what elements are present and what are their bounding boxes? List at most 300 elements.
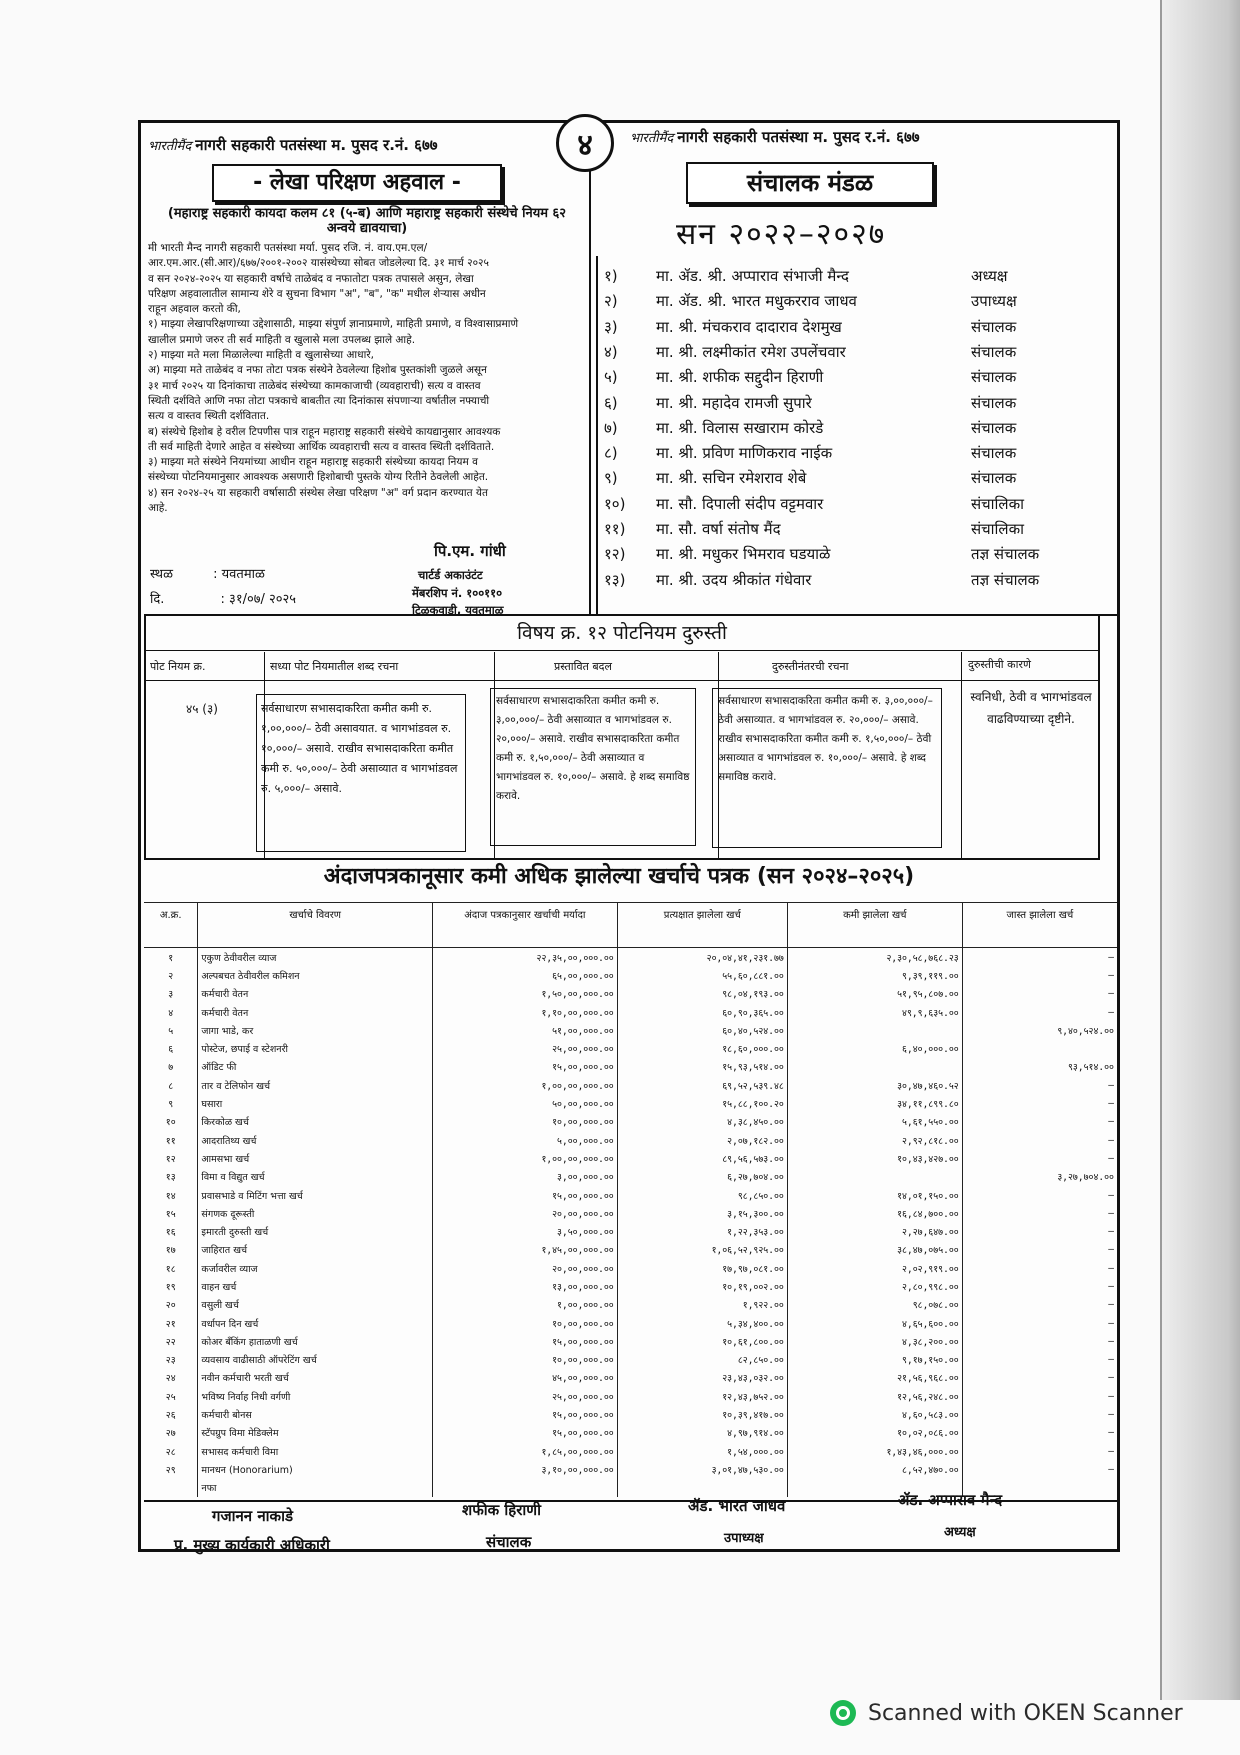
director-number: १) (604, 267, 618, 285)
expense-row (144, 985, 1117, 1003)
expense-sr: ७ (168, 1062, 174, 1074)
expense-less: ५१,९५,८०७.०० (787, 985, 962, 1003)
expense-actual: १५,९३,५१४.०० (617, 1058, 787, 1076)
expense-more: – (962, 1259, 1117, 1277)
place-label: स्थळ (150, 567, 173, 582)
director-row (604, 342, 1016, 367)
director-name: मा. श्री. उदय श्रीकांत गंधेवार (656, 570, 812, 589)
signature-vp-name: ॲड. भारत जाधव (688, 1497, 786, 1515)
director-role: संचालक (971, 368, 1017, 387)
expense-less: ४,६०,५८३.०० (787, 1405, 962, 1423)
expense-more: – (962, 1314, 1117, 1332)
director-number: ९) (604, 469, 618, 488)
audit-body-line: २) माझ्या मते मला मिळालेल्या माहिती व खुलासेच्या आधारे, (148, 349, 374, 362)
expense-row (144, 1296, 1117, 1314)
scanner-watermark-text: Scanned with OKEN Scanner (868, 1700, 1183, 1726)
expense-actual: ४,९७,९१४.०० (617, 1424, 787, 1442)
expense-sr: २४ (165, 1373, 176, 1385)
expense-row (144, 966, 1117, 984)
expense-less: ६,४०,०००.०० (787, 1039, 962, 1057)
expense-name: व्यवसाय वाढीसाठी ऑपरेटिंग खर्च (198, 1351, 433, 1369)
expense-budget: २५,००,०००.०० (432, 1039, 617, 1057)
expense-name: भविष्य निर्वाह निधी वर्गणी (198, 1387, 433, 1405)
expense-more: – (962, 948, 1117, 967)
expense-budget: ३,००,०००.०० (432, 1168, 617, 1186)
expense-actual: ६०,४०,५२४.०० (617, 1021, 787, 1039)
expense-actual: २,०७,१८२.०० (617, 1131, 787, 1149)
expense-more: – (962, 1222, 1117, 1240)
expense-row (144, 1168, 1117, 1186)
director-row (604, 570, 1039, 595)
audit-body-line: व सन २०२४-२०२५ या सहकारी वर्षाचे ताळेबंद व नफातोटा पत्रक तपासले असुन, लेखा (148, 272, 474, 285)
expense-less: २,३०,५८,७६८.२३ (787, 948, 962, 967)
amendment-proposed-text: सर्वसाधारण सभासदाकरिता कमीत कमी रु. ३,००,०००/– ठेवी असाव्यात व भागभांडवल रु. २०,०००/– असावे. राखीव सभासदाकरिता कमीत कमी रु. १,५०,०००/– ठेवी असाव्यात व भागभांडवल रु. १०,०००/– असावे. हे शब्द समाविष्ठ करावे. (490, 688, 696, 846)
expense-more: – (962, 985, 1117, 1003)
expense-row (144, 1186, 1117, 1204)
expense-sr: १८ (165, 1263, 176, 1275)
expense-less: १,४३,४६,०००.०० (787, 1442, 962, 1460)
director-role: संचालक (971, 418, 1017, 437)
director-name: मा. सौ. वर्षा संतोष मैंद (656, 520, 781, 538)
expense-less: १०,०२,०८६.०० (787, 1424, 962, 1442)
expense-more: – (962, 1460, 1117, 1478)
expense-name: तार व टेलिफोन खर्च (198, 1076, 433, 1094)
expense-row (144, 1222, 1117, 1240)
board-title: संचालक मंडळ (686, 162, 934, 204)
director-row (604, 544, 1039, 569)
column-divider (589, 125, 591, 615)
expense-row (144, 1332, 1117, 1350)
director-name: मा. ॲड. श्री. अप्पाराव संभाजी मैन्द (656, 267, 849, 285)
expense-more: – (962, 1369, 1117, 1387)
expense-sr: २२ (165, 1336, 176, 1348)
director-role: संचालक (971, 317, 1017, 336)
expense-budget: १३,००,०००.०० (432, 1277, 617, 1295)
expense-row (144, 1039, 1117, 1057)
expense-sr: १० (165, 1117, 176, 1129)
left-org-header (148, 135, 438, 155)
expense-row (144, 1094, 1117, 1112)
audit-body-line: स्थिती दर्शविते आणि नफा तोटा पत्रकाचे बाबतीत त्या दिनांकास संपणाऱ्या वर्षातील नफ्याची (148, 394, 490, 407)
expense-more: – (962, 1186, 1117, 1204)
expense-sr: २० (165, 1300, 176, 1312)
expense-row (144, 1241, 1117, 1259)
amendment-reason-text: स्वनिधी, ठेवी व भागभांडवल वाढविण्याच्या दृष्टीने. (970, 690, 1092, 726)
org-logo-script: भारतीमैंद (630, 131, 674, 146)
signature-ceo-title: प्र. मुख्य कार्यकारी अधिकारी (174, 1536, 330, 1554)
expense-sr: १५ (165, 1208, 176, 1220)
expense-budget: १०,००,०००.०० (432, 1113, 617, 1131)
expense-more: ९,४०,५२४.०० (962, 1021, 1117, 1039)
board-period: सन २०२२–२०२७ (676, 217, 887, 252)
expense-less: २१,५६,९६८.०० (787, 1369, 962, 1387)
expense-row (144, 1369, 1117, 1387)
amendment-col-current: सध्या पोट नियमातील शब्द रचना (270, 660, 399, 673)
director-row (604, 266, 1008, 291)
expense-budget: १५,००,०००.०० (432, 1424, 617, 1442)
signature-director-title: संचालक (486, 1533, 532, 1551)
expense-name: आमसभा खर्च (198, 1149, 433, 1167)
bylaw-amendment-section (144, 614, 1100, 860)
expense-less: २,०२,९१९.०० (787, 1259, 962, 1277)
expense-name: ऑडिट फी (198, 1058, 433, 1076)
director-role: संचालिका (971, 494, 1025, 513)
audit-body-line: १) माझ्या लेखापरिक्षणाच्या उद्देशासाठी, माझ्या संपुर्ण ज्ञानाप्रमाणे, माहिती प्रमाणे, व विश्वासाप्रमाणे (148, 318, 519, 331)
director-role: संचालिका (971, 520, 1025, 538)
expense-name: प्रवासभाडे व मिटिंग भत्ता खर्च (198, 1186, 433, 1204)
expense-less: ९८,०७८.०० (787, 1296, 962, 1314)
director-number: ४) (604, 342, 618, 361)
expense-less: १६,८४,७००.०० (787, 1204, 962, 1222)
expense-more: ९३,५१४.०० (962, 1058, 1117, 1076)
expense-actual: ६०,९०,३६५.०० (617, 1003, 787, 1021)
expense-actual: ५५,६०,८८१.०० (617, 966, 787, 984)
expense-less: ३८,४७,०७५.०० (787, 1241, 962, 1259)
expense-sr: २१ (165, 1318, 176, 1330)
director-row (604, 468, 1016, 493)
audit-report-title: - लेखा परिक्षण अहवाल - (212, 164, 502, 202)
director-number: १०) (604, 494, 626, 513)
scanner-watermark (830, 1700, 1183, 1726)
expense-name: कर्मचारी बोनस (198, 1405, 433, 1423)
expense-row (144, 1076, 1117, 1094)
expense-more: – (962, 1405, 1117, 1423)
director-name: मा. श्री. प्रविण माणिकराव नाईक (656, 444, 833, 463)
expense-less: ३०,४७,४६०.५२ (787, 1076, 962, 1094)
amendment-after-text: सर्वसाधारण सभासदाकरिता कमीत कमी रु. ३,००,०००/– ठेवी असाव्यात. व भागभांडवल रु. २०,०००/– असावे. राखीव सभासदाकरिता कमीत कमी रु. १,५०,०००/– ठेवी असाव्यात व भागभांडवल रु. १०,०००/– असावे. हे शब्द समाविष्ठ करावे. (712, 688, 942, 848)
expense-budget: १०,००,०००.०० (432, 1314, 617, 1332)
expense-actual: २३,४३,०३२.०० (617, 1369, 787, 1387)
director-row (604, 519, 1024, 544)
expense-name: पोस्टेज, छपाई व स्टेशनरी (198, 1039, 433, 1057)
expense-table (144, 902, 1117, 1497)
audit-body-line: मी भारती मैन्द नागरी सहकारी पतसंस्था मर्या. पुसद रजि. नं. वाय.एम.एल/ (148, 242, 428, 254)
expense-header-row (144, 903, 1117, 948)
director-role: संचालक (971, 342, 1017, 361)
expense-row (144, 948, 1117, 967)
expense-name: एकुण ठेवीवरील व्याज (198, 948, 433, 967)
director-row (604, 393, 1016, 418)
director-number: ५) (604, 368, 618, 387)
director-row (604, 494, 1024, 519)
expense-row (144, 1277, 1117, 1295)
expense-row (144, 1351, 1117, 1369)
expense-budget: १,००,०००.०० (432, 1296, 617, 1314)
expense-name: विमा व विद्युत खर्च (198, 1168, 433, 1186)
expense-sr: ६ (168, 1044, 174, 1056)
expense-sr: २५ (165, 1391, 176, 1403)
director-role: संचालक (971, 469, 1017, 488)
director-number: ६) (604, 393, 618, 412)
expense-less: १०,४३,४२७.०० (787, 1149, 962, 1167)
expense-budget: २०,००,०००.०० (432, 1259, 617, 1277)
expense-row (144, 1460, 1117, 1478)
expense-budget: ५०,००,०००.०० (432, 1094, 617, 1112)
expense-sr: १४ (165, 1190, 176, 1202)
audit-body-line: संस्थेच्या पोटनियमानुसार आवश्यक असणारी हिशोबाची पुस्तके योग्य रितीने ठेवलेली आहेत. (148, 471, 489, 484)
expense-more: – (962, 1003, 1117, 1021)
expense-budget: ३,१०,००,०००.०० (432, 1460, 617, 1478)
expense-sr: १७ (165, 1245, 176, 1257)
expense-name: वसुली खर्च (198, 1296, 433, 1314)
expense-actual: ८२,८५०.०० (617, 1351, 787, 1369)
director-role: उपाध्यक्ष (971, 292, 1017, 311)
expense-less: ३४,११,८९९.८० (787, 1094, 962, 1112)
expense-actual: १८,६०,०००.०० (617, 1039, 787, 1057)
amendment-header-row (146, 652, 1098, 681)
col-name: खर्चाचे विवरण (198, 903, 433, 948)
expense-budget: १०,००,०००.०० (432, 1351, 617, 1369)
expense-more: – (962, 1351, 1117, 1369)
amendment-col-proposed: प्रस्तावित बदल (554, 660, 612, 673)
expense-row (144, 1131, 1117, 1149)
amendment-rule-no: ४५ (३) (186, 702, 218, 716)
expense-name: कर्जावरील व्याज (198, 1259, 433, 1277)
auditor-name: पि.एम. गांधी (434, 542, 506, 560)
scan-edge (1162, 0, 1240, 1700)
audit-body-line: ब) संस्थेचे हिशोब हे वरील टिपणीस पात्र राहून महाराष्ट्र सहकारी संस्थेचे कायद्यानुसार आवश्यक (148, 425, 501, 438)
expense-sr: ११ (165, 1135, 176, 1147)
director-name: मा. श्री. मधुकर भिमराव घडयाळे (656, 545, 831, 564)
expense-name: वर्धापन दिन खर्च (198, 1314, 433, 1332)
director-name: मा. सौ. दिपाली संदीप वट्टमवार (656, 494, 824, 513)
expense-less: ४,६५,६००.०० (787, 1314, 962, 1332)
expense-sr: २ (168, 970, 174, 982)
expense-actual: ५,३४,४००.०० (617, 1314, 787, 1332)
director-number: २) (604, 292, 618, 311)
date-value: : ३१/०७/ २०२५ (220, 592, 297, 607)
expense-budget: ४५,००,०००.०० (432, 1369, 617, 1387)
director-row (604, 291, 1017, 316)
expense-budget: १५,००,०००.०० (432, 1058, 617, 1076)
expense-less (787, 1021, 962, 1039)
expense-budget: १५,००,०००.०० (432, 1332, 617, 1350)
expense-sr: २३ (165, 1355, 176, 1367)
expense-less: १२,५६,२४८.०० (787, 1387, 962, 1405)
expense-more: – (962, 1332, 1117, 1350)
expense-more: – (962, 1113, 1117, 1131)
amendment-col-after: दुरुस्तीनंतरची रचना (772, 660, 849, 673)
expense-row (144, 1021, 1117, 1039)
expense-sr (144, 1479, 198, 1497)
expense-less: ९,३९,११९.०० (787, 966, 962, 984)
expense-actual: १०,३९,४१७.०० (617, 1405, 787, 1423)
expense-less: ५,६१,५५०.०० (787, 1113, 962, 1131)
expense-budget: १५,००,०००.०० (432, 1186, 617, 1204)
expense-actual: १,९२२.०० (617, 1296, 787, 1314)
expense-statement-title: अंदाजपत्रकानूसार कमी अधिक झालेल्या खर्चाचे पत्रक (सन २०२४–२०२५) (323, 864, 915, 889)
director-number: ८) (604, 444, 618, 463)
expense-actual: ३,१५,३००.०० (617, 1204, 787, 1222)
expense-sr: १३ (165, 1172, 176, 1184)
expense-actual: ४,३८,४५०.०० (617, 1113, 787, 1131)
director-number: ११) (604, 520, 626, 538)
amendment-col-reason: दुरुस्तीची कारणे (968, 658, 1031, 671)
expense-sr: १ (168, 952, 174, 964)
expense-row (144, 1058, 1117, 1076)
signature-director-name: शफीक हिराणी (462, 1501, 541, 1519)
date-label: दि. (150, 592, 165, 607)
expense-more: – (962, 1076, 1117, 1094)
director-name: मा. श्री. शफीक सद्दुदीन हिराणी (656, 368, 824, 387)
expense-more: – (962, 1296, 1117, 1314)
audit-body-line: ४) सन २०२४-२५ या सहकारी वर्षासाठी संस्थेस लेखा परिक्षण "अ" वर्ग प्रदान करण्यात येत (148, 486, 489, 499)
col-budget: अंदाज पत्रकानुसार खर्चाची मर्यादा (432, 903, 617, 948)
signature-president-name: ॲड. अप्पाराव मैन्द (898, 1491, 1003, 1509)
expense-sr: ८ (168, 1080, 174, 1092)
expense-less: २,९२,८१८.०० (787, 1131, 962, 1149)
expense-more: – (962, 1424, 1117, 1442)
place-row (150, 567, 265, 582)
expense-sr: ९ (168, 1099, 174, 1111)
expense-budget: १५,००,०००.०० (432, 1405, 617, 1423)
oken-logo-icon (830, 1700, 856, 1726)
expense-more: – (962, 1387, 1117, 1405)
expense-actual: ९८,८५०.०० (617, 1186, 787, 1204)
expense-name: स्टॅपग्रुप विमा मेडिक्लेम (198, 1424, 433, 1442)
expense-row (144, 1149, 1117, 1167)
expense-budget: ६५,००,०००.०० (432, 966, 617, 984)
expense-name: संगणक दूरूस्ती (198, 1204, 433, 1222)
director-name: मा. श्री. विलास सखाराम कोरडे (656, 418, 824, 437)
audit-body-line: ३१ मार्च २०२५ या दिनांकाचा ताळेबंद संस्थेच्या कामकाजाची (व्यवहाराची) सत्य व वास्तव (148, 379, 481, 392)
expense-actual: ९८,०४,१९३.०० (617, 985, 787, 1003)
expense-actual: ३,०१,४७,५३०.०० (617, 1460, 787, 1478)
org-logo-script: भारतीमैंद (148, 139, 192, 154)
director-number: ३) (604, 317, 618, 336)
expense-actual: ८९,५६,५७३.०० (617, 1149, 787, 1167)
expense-row (144, 1314, 1117, 1332)
expense-more: ३,२७,७०४.०० (962, 1168, 1117, 1186)
director-row (604, 317, 1016, 342)
expense-name: कोअर बँकिंग हाताळणी खर्च (198, 1332, 433, 1350)
director-name: मा. श्री. सचिन रमेशराव शेबे (656, 469, 807, 488)
expense-less: ४९,९,६३५.०० (787, 1003, 962, 1021)
expense-actual: २०,०४,४१,२३१.७७ (617, 948, 787, 967)
expense-sr: १२ (165, 1153, 176, 1165)
col-less: कमी झालेला खर्च (787, 903, 962, 948)
expense-actual: १,०६,५२,९२५.०० (617, 1241, 787, 1259)
expense-name: नफा (198, 1479, 433, 1497)
expense-name: अल्पबचत ठेवीवरील कमिशन (198, 966, 433, 984)
director-name: मा. श्री. महादेव रामजी सुपारे (656, 393, 812, 412)
expense-actual: १५,८८,१००.२० (617, 1094, 787, 1112)
expense-less: ९,१७,१५०.०० (787, 1351, 962, 1369)
audit-body-line: अ) माझ्या मते ताळेबंद व नफा तोटा पत्रक संस्थेने ठेवलेल्या हिशोब पुस्तकांशी जुळले असून (148, 364, 487, 377)
amendment-col-rule: पोट नियम क्र. (150, 660, 206, 673)
audit-body-line: ३) माझ्या मते संस्थेने नियमांच्या आधीन राहून महाराष्ट्र सहकारी संस्थेच्या कायदा नियम व (148, 456, 478, 469)
expense-row (144, 1259, 1117, 1277)
expense-more: – (962, 1204, 1117, 1222)
expense-sr: २८ (165, 1446, 176, 1458)
expense-more: – (962, 1149, 1117, 1167)
auditor-address: टिळकवाडी, यवतमाळ (412, 603, 504, 617)
expense-more (962, 1039, 1117, 1057)
expense-name: वाहन खर्च (198, 1277, 433, 1295)
expense-more: – (962, 1241, 1117, 1259)
expense-more: – (962, 966, 1117, 984)
scan-edge-line (1160, 0, 1162, 1700)
audit-body-line: ती सर्व माहिती देणारे आहेत व संस्थेच्या आर्थिक व्यवहाराची सत्य व वास्तव स्थिती दर्शविताते. (148, 440, 495, 453)
audit-body-line: सत्य व वास्तव स्थिती दर्शवितात. (148, 410, 270, 423)
director-role: तज्ञ संचालक (971, 545, 1040, 564)
audit-body-line: आहे. (148, 502, 168, 515)
director-number: ७) (604, 418, 618, 437)
expense-budget: २५,००,०००.०० (432, 1387, 617, 1405)
audit-body-line: खालील प्रमाणे जरुर ती सर्व माहिती व खुलासे मला उपलब्ध झाले आहे. (148, 333, 416, 346)
audit-body-line: राहून अहवाल करतो की, (148, 303, 241, 316)
expense-sr: १६ (165, 1227, 176, 1239)
left-org-name: नागरी सहकारी पतसंस्था म. पुसद र.नं. ६७७ (195, 136, 438, 154)
expense-sr: ३ (168, 989, 174, 1001)
signature-ceo-name: गजानन नाकाडे (212, 1507, 293, 1525)
expense-name: घसारा (198, 1094, 433, 1112)
expense-name: सभासद कर्मचारी विमा (198, 1442, 433, 1460)
expense-sr: १९ (165, 1281, 176, 1293)
director-number: १३) (604, 570, 626, 589)
expense-budget: ५,००,०००.०० (432, 1131, 617, 1149)
amendment-current-text: सर्वसाधारण सभासदाकरिता कमीत कमी रु. १,००,०००/– ठेवी असावयात. व भागभांडवल रु. १०,०००/– असावे. राखीव सभासदाकरिता कमीत कमी रु. ५०,०००/– ठेवी असाव्यात व भागभांडवल रु. ५,०००/– असावे. (256, 694, 466, 852)
director-role: तज्ञ संचालक (971, 570, 1040, 589)
signature-vp-title: उपाध्यक्ष (724, 1531, 764, 1546)
expense-budget: ५१,००,०००.०० (432, 1021, 617, 1039)
audit-report-subtitle: (महाराष्ट्र सहकारी कायदा कलम ८१ (५-ब) आणि महाराष्ट्र सहकारी संस्थेचे नियम ६२ अन्वये द्यावयाचा) (167, 206, 567, 236)
place-value: : यवतमाळ (213, 567, 265, 582)
expense-less: ४,३८,२००.०० (787, 1332, 962, 1350)
expense-budget: १,८५,००,०००.०० (432, 1442, 617, 1460)
expense-actual: १,५४,०००.०० (617, 1442, 787, 1460)
director-row (604, 418, 1016, 443)
expense-name: नवीन कर्मचारी भरती खर्च (198, 1369, 433, 1387)
director-name: मा. श्री. मंचकराव दादाराव देशमुख (656, 317, 842, 336)
expense-budget: १,००,००,०००.०० (432, 1149, 617, 1167)
expense-sr: ५ (168, 1025, 174, 1037)
expense-actual (617, 1479, 787, 1497)
expense-budget: १,१०,००,०००.०० (432, 1003, 617, 1021)
right-org-name: नागरी सहकारी पतसंस्था म. पुसद र.नं. ६७७ (677, 128, 920, 146)
expense-actual: ६९,५२,५३९.४८ (617, 1076, 787, 1094)
page-number-badge: ४ (556, 114, 614, 172)
audit-body-line: परिक्षण अहवालातील सामान्य शेरे व सुचना विभाग "अ", "ब", "क" मधील शेऱ्यास अधीन (148, 287, 486, 300)
expense-actual: १,२२,३५३.०० (617, 1222, 787, 1240)
expense-more: – (962, 1094, 1117, 1112)
director-name: मा. ॲड. श्री. भारत मधुकरराव जाधव (656, 292, 857, 311)
expense-sr: ४ (168, 1007, 174, 1019)
expense-less (787, 1168, 962, 1186)
expense-row (144, 1387, 1117, 1405)
expense-name: कर्मचारी वेतन (198, 985, 433, 1003)
expense-sr: २७ (165, 1428, 176, 1440)
director-row (604, 367, 1016, 392)
right-org-header (630, 127, 920, 147)
expense-actual: १०,१९,००२.०० (617, 1277, 787, 1295)
expense-sr: २६ (165, 1410, 176, 1422)
audit-report-body (148, 241, 584, 516)
expense-name: किरकोळ खर्च (198, 1113, 433, 1131)
amendment-title: विषय क्र. १२ पोटनियम दुरुस्ती (146, 616, 1098, 651)
signature-president-title: अध्यक्ष (944, 1525, 976, 1540)
director-role: संचालक (971, 444, 1017, 463)
expense-less: ८,५२,४७०.०० (787, 1460, 962, 1478)
expense-budget: १,५०,००,०००.०० (432, 985, 617, 1003)
director-name: मा. श्री. लक्ष्मीकांत रमेश उपलेंचवार (656, 342, 846, 361)
expense-name: जाहिरात खर्च (198, 1241, 433, 1259)
expense-more: – (962, 1131, 1117, 1149)
expense-budget: १,००,००,०००.०० (432, 1076, 617, 1094)
director-role: अध्यक्ष (971, 267, 1008, 285)
auditor-title: चार्टर्ड अकाउंटंट (418, 568, 483, 582)
expense-name: इमारती दुरुस्ती खर्च (198, 1222, 433, 1240)
